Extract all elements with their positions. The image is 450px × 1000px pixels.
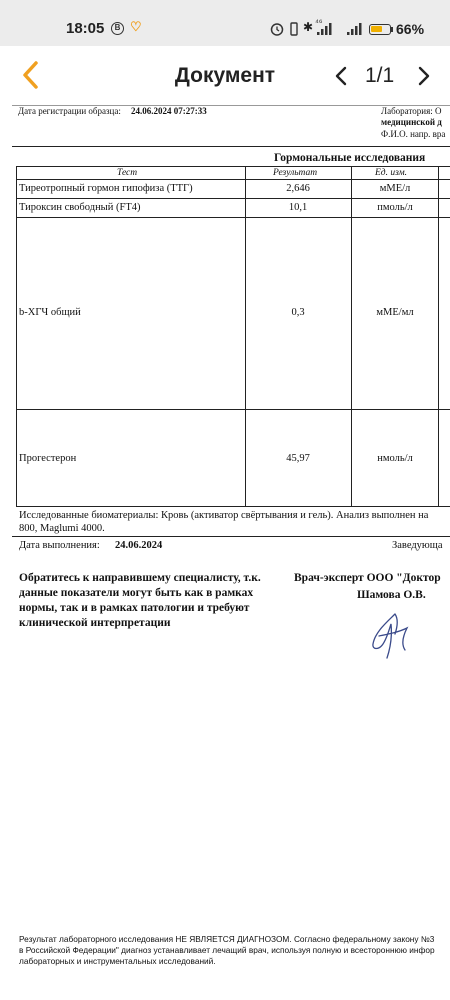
column-header-result: Результат [273,168,318,178]
completion-label: Дата выполнения: [19,540,100,551]
table-rule [438,166,439,506]
document-view[interactable] [0,104,450,1000]
row-unit: нмоль/л [377,453,413,464]
network-type: ⁴⁶ [315,17,323,27]
signal-icon [317,23,367,36]
chevron-right-icon[interactable] [415,65,433,87]
doctor-line-1: Врач-эксперт ООО "Доктор [294,572,441,584]
battery-fill [371,26,382,32]
biomaterial-line-1: Исследованные биоматериалы: Кровь (активатор свёртывания и гель). Анализ выполнен на [19,510,429,521]
doctor-line-2: Шамова О.В. [357,589,426,601]
battery-percent: 66% [396,21,425,37]
section-rule [12,146,450,147]
lab-line-3: Ф.И.О. напр. вра [381,129,446,139]
advice-line-3: нормы, так и в рамках патологии и требуют [19,602,250,614]
advice-line-1: Обратитесь к направившему специалисту, т.к. [19,572,261,584]
row-unit: мМЕ/л [379,183,411,194]
table-rule [16,179,450,180]
footer-line-3: лабораторных и инструментальных исследований. [19,956,216,966]
column-header-test: Тест [117,168,138,178]
status-bar [0,0,450,46]
row-result: 45,97 [286,453,310,464]
advice-line-4: клинической интерпретации [19,617,171,629]
row-test: Тиреотропный гормон гипофиза (ТТГ) [19,183,193,194]
head-label: Заведующа [392,540,443,551]
completion-value: 24.06.2024 [115,540,163,551]
heart-icon: ♡ [130,19,142,34]
chevron-left-icon[interactable] [332,65,350,87]
footer-line-2: в Российской Федерации" диагноз устанавливает лечащий врач, используя полную и всестороннюю инфор [19,945,435,955]
table-rule [16,166,17,506]
registration-label: Дата регистрации образца: [18,106,121,116]
table-rule [16,217,450,218]
row-test: Прогестерон [19,453,77,464]
bluetooth-icon: ✱ [303,20,314,34]
row-unit: мМЕ/мл [376,307,414,318]
row-result: 0,3 [291,307,305,318]
table-rule [16,506,450,507]
status-time: 18:05 [66,20,105,37]
alarm-icon [270,22,284,36]
row-unit: пмоль/л [377,202,413,213]
signature-image [365,610,415,664]
footer-line-1: Результат лабораторного исследования НЕ ЯВЛЯЕТСЯ ДИАГНОЗОМ. Согласно федеральному закону №3 [19,934,435,944]
row-test: b-ХГЧ общий [19,307,81,318]
row-test: Тироксин свободный (FT4) [19,202,141,213]
battery-icon [369,24,391,35]
registration-value: 24.06.2024 07:27:33 [131,106,207,116]
row-result: 10,1 [288,202,308,213]
table-rule [16,198,450,199]
table-rule [16,409,450,410]
advice-line-2: данные показатели могут быть как в рамках [19,587,254,599]
vibrate-icon [289,22,299,36]
table-rule [16,166,450,167]
column-header-unit: Ед. изм. [375,168,408,178]
app-bar [0,46,450,104]
page-indicator: 1/1 [365,64,395,87]
biomaterial-line-2: 800, Maglumi 4000. [19,523,105,534]
lab-line-1: Лаборатория: О [381,106,442,116]
row-result: 2,646 [286,183,310,194]
b-icon: B [111,22,124,35]
lab-line-2: медицинской д [381,117,442,127]
battery-tip [391,27,393,32]
completion-rule [12,536,450,537]
page-title: Документ [174,64,276,87]
section-title: Гормональные исследования [274,152,426,164]
